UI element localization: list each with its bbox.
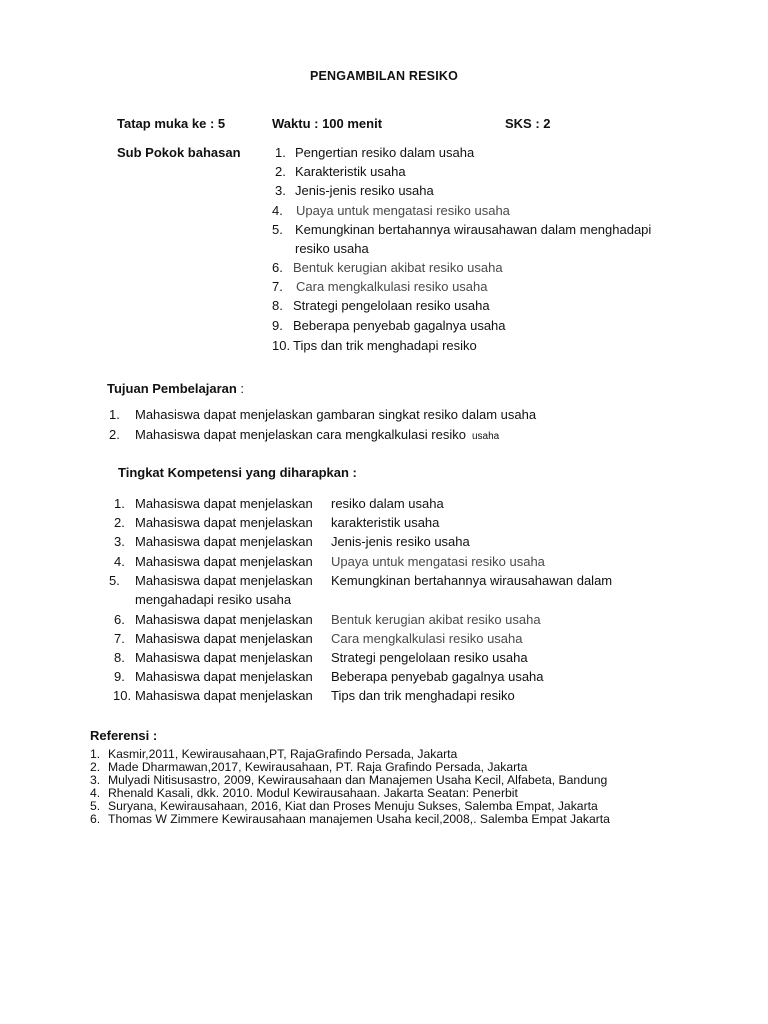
kompetensi-item: karakteristik usaha	[331, 515, 440, 530]
referensi-number: 5.	[90, 799, 101, 813]
referensi-label: Referensi :	[90, 728, 158, 743]
page-title: PENGAMBILAN RESIKO	[309, 69, 459, 83]
sub-pokok-item: Kemungkinan bertahannya wirausahawan dalam menghadapi	[295, 222, 652, 237]
sub-pokok-number: 7.	[272, 279, 283, 294]
sub-pokok-label: Sub Pokok bahasan	[117, 145, 241, 160]
sub-pokok-number: 1.	[275, 145, 286, 160]
kompetensi-number: 6.	[114, 612, 125, 627]
kompetensi-item: Beberapa penyebab gagalnya usaha	[331, 669, 544, 684]
sub-pokok-number: 10.	[272, 338, 291, 353]
kompetensi-prefix: Mahasiswa dapat menjelaskan	[135, 669, 313, 684]
referensi-number: 4.	[90, 786, 101, 800]
referensi-item: Made Dharmawan,2017, Kewirausahaan, PT. Raja Grafindo Persada, Jakarta	[108, 760, 528, 774]
kompetensi-number: 1.	[114, 496, 125, 511]
kompetensi-prefix: Mahasiswa dapat menjelaskan	[135, 515, 313, 530]
kompetensi-number: 4.	[114, 554, 125, 569]
referensi-item: Rhenald Kasali, dkk. 2010. Modul Kewirausahaan. Jakarta Seatan: Penerbit	[108, 786, 518, 800]
tatap-muka-label: Tatap muka ke : 5	[117, 116, 226, 131]
sub-pokok-item: Upaya untuk mengatasi resiko usaha	[296, 203, 510, 218]
kompetensi-label: Tingkat Kompetensi yang diharapkan :	[118, 465, 357, 480]
kompetensi-prefix: Mahasiswa dapat menjelaskan	[135, 612, 313, 627]
tujuan-heading	[107, 381, 244, 396]
kompetensi-item-continued: mengahadapi resiko usaha	[135, 592, 292, 607]
sub-pokok-number: 6.	[272, 260, 283, 275]
tujuan-item-text: Mahasiswa dapat menjelaskan gambaran singkat resiko dalam usaha	[135, 407, 537, 422]
tujuan-item	[135, 407, 536, 422]
tujuan-number: 2.	[109, 427, 120, 442]
kompetensi-item: Kemungkinan bertahannya wirausahawan dalam	[331, 573, 613, 588]
kompetensi-prefix: Mahasiswa dapat menjelaskan	[135, 554, 313, 569]
tujuan-item	[135, 427, 499, 442]
kompetensi-prefix: Mahasiswa dapat menjelaskan	[135, 650, 313, 665]
referensi-item: Suryana, Kewirausahaan, 2016, Kiat dan Proses Menuju Sukses, Salemba Empat, Jakarta	[108, 799, 598, 813]
kompetensi-number: 2.	[114, 515, 125, 530]
kompetensi-prefix: Mahasiswa dapat menjelaskan	[135, 534, 313, 549]
sub-pokok-item: Bentuk kerugian akibat resiko usaha	[293, 260, 503, 275]
kompetensi-item: Bentuk kerugian akibat resiko usaha	[331, 612, 541, 627]
sub-pokok-number: 9.	[272, 318, 283, 333]
sub-pokok-number: 3.	[275, 183, 286, 198]
tujuan-colon: :	[236, 381, 245, 396]
referensi-number: 6.	[90, 812, 101, 826]
kompetensi-item: Cara mengkalkulasi resiko usaha	[331, 631, 523, 646]
kompetensi-prefix: Mahasiswa dapat menjelaskan	[135, 631, 313, 646]
kompetensi-item: Strategi pengelolaan resiko usaha	[331, 650, 528, 665]
kompetensi-number: 5.	[109, 573, 120, 588]
waktu-label: Waktu : 100 menit	[272, 116, 383, 131]
sub-pokok-item: Karakteristik usaha	[295, 164, 406, 179]
sub-pokok-number: 2.	[275, 164, 286, 179]
referensi-number: 3.	[90, 773, 101, 787]
referensi-item: Kasmir,2011, Kewirausahaan,PT, RajaGrafindo Persada, Jakarta	[108, 747, 458, 761]
referensi-item: Mulyadi Nitisusastro, 2009, Kewirausahaan dan Manajemen Usaha Kecil, Alfabeta, Bandung	[108, 773, 608, 787]
kompetensi-number: 10.	[113, 688, 132, 703]
kompetensi-prefix: Mahasiswa dapat menjelaskan	[135, 496, 313, 511]
kompetensi-item: Tips dan trik menghadapi resiko	[331, 688, 515, 703]
sub-pokok-item: Pengertian resiko dalam usaha	[295, 145, 475, 160]
sub-pokok-item-continued: resiko usaha	[295, 241, 369, 256]
kompetensi-prefix: Mahasiswa dapat menjelaskan	[135, 573, 313, 588]
sub-pokok-item: Cara mengkalkulasi resiko usaha	[296, 279, 488, 294]
sub-pokok-item: Strategi pengelolaan resiko usaha	[293, 298, 490, 313]
kompetensi-number: 8.	[114, 650, 125, 665]
referensi-number: 2.	[90, 760, 101, 774]
kompetensi-number: 3.	[114, 534, 125, 549]
sub-pokok-number: 8.	[272, 298, 283, 313]
tujuan-number: 1.	[109, 407, 120, 422]
sub-pokok-item: Beberapa penyebab gagalnya usaha	[293, 318, 506, 333]
referensi-item: Thomas W Zimmere Kewirausahaan manajemen Usaha kecil,2008,. Salemba Empat Jakarta	[108, 812, 610, 826]
kompetensi-item: resiko dalam usaha	[331, 496, 444, 511]
kompetensi-prefix: Mahasiswa dapat menjelaskan	[135, 688, 313, 703]
tujuan-item-small: usaha	[471, 431, 500, 442]
sks-label: SKS : 2	[505, 116, 551, 131]
tujuan-label: Tujuan Pembelajaran	[107, 381, 237, 396]
sub-pokok-item: Jenis-jenis resiko usaha	[295, 183, 434, 198]
sub-pokok-number: 5.	[272, 222, 283, 237]
referensi-number: 1.	[90, 747, 101, 761]
kompetensi-item: Upaya untuk mengatasi resiko usaha	[331, 554, 545, 569]
tujuan-item-text: Mahasiswa dapat menjelaskan cara mengkalkulasi resiko	[135, 427, 466, 442]
kompetensi-number: 9.	[114, 669, 125, 684]
sub-pokok-number: 4.	[272, 203, 283, 218]
sub-pokok-item: Tips dan trik menghadapi resiko	[293, 338, 477, 353]
kompetensi-item: Jenis-jenis resiko usaha	[331, 534, 470, 549]
kompetensi-number: 7.	[114, 631, 125, 646]
